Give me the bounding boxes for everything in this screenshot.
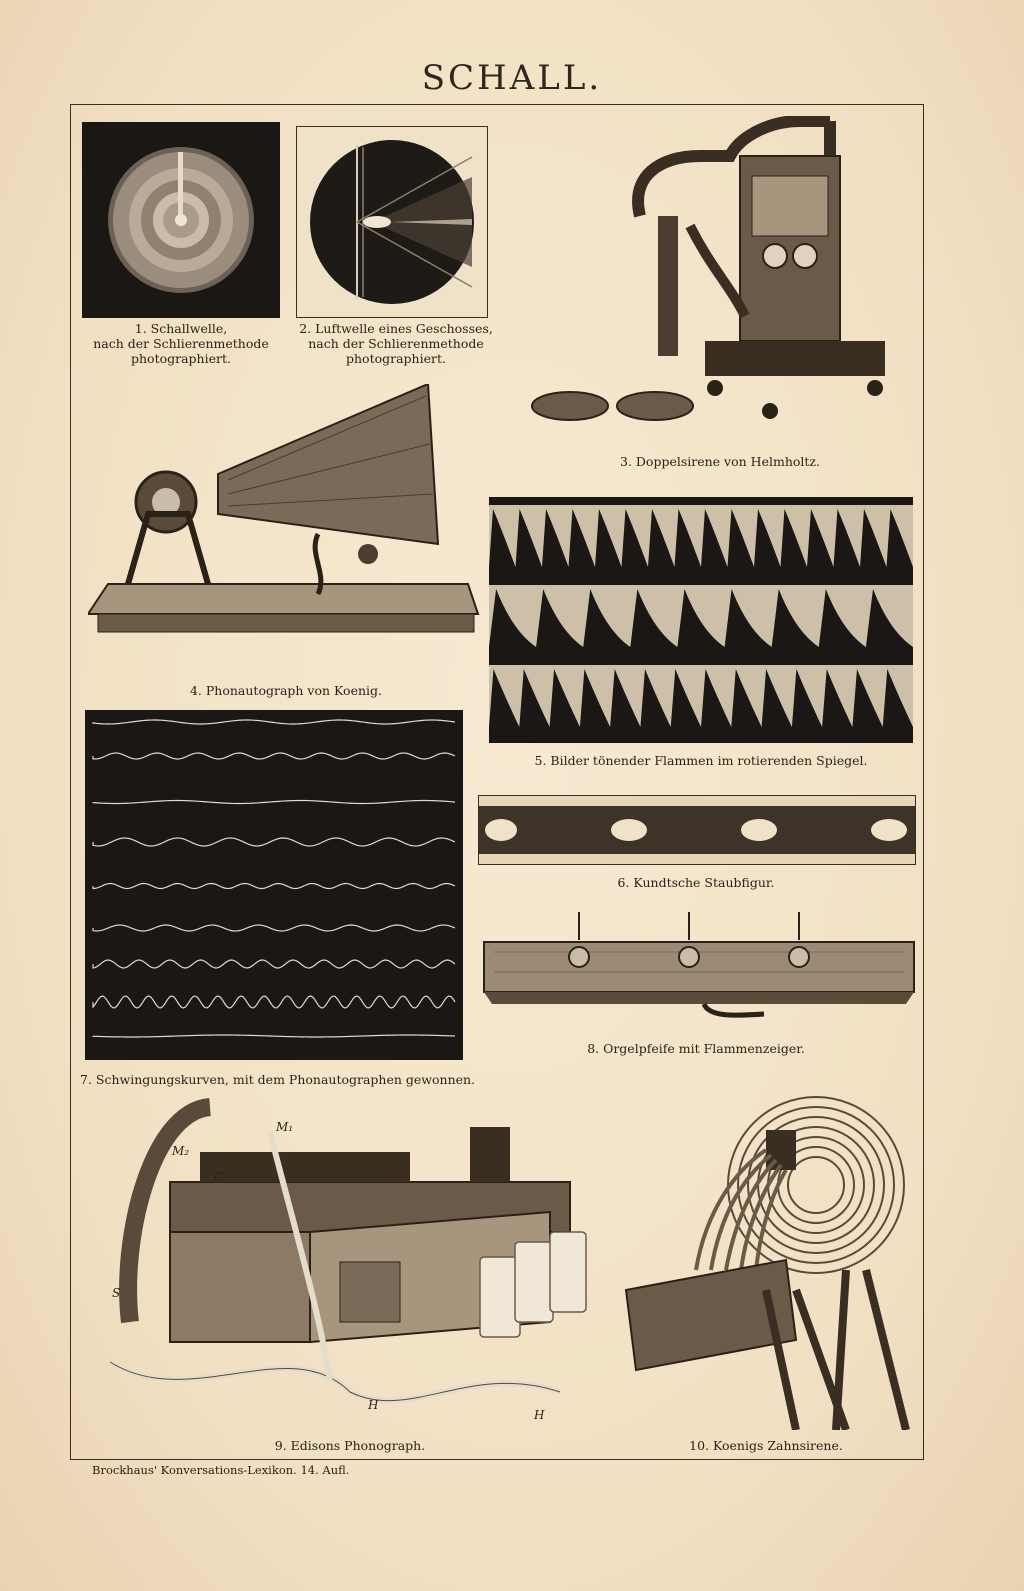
vibration-curve bbox=[93, 1035, 455, 1037]
figure-9-label-c: C bbox=[214, 1170, 224, 1184]
page-title: SCHALL. bbox=[421, 58, 603, 98]
vibration-curve bbox=[93, 720, 455, 724]
figure-3-image bbox=[530, 116, 910, 442]
figure-3-caption: 3. Doppelsirene von Helmholtz. bbox=[620, 454, 820, 469]
figure-9-label-s: S bbox=[112, 1286, 121, 1300]
vibration-curve bbox=[93, 925, 455, 931]
vibration-curve bbox=[93, 801, 455, 804]
figure-1-caption bbox=[66, 321, 296, 366]
figure-5-caption: 5. Bilder tönender Flammen im rotierenden Spiegel. bbox=[534, 753, 868, 768]
figure-9-label-m2: M₂ bbox=[172, 1144, 190, 1158]
figure-9-label-h2: H bbox=[534, 1408, 545, 1422]
figure-1-caption-line: 1. Schallwelle, bbox=[134, 321, 228, 336]
figure-1-caption-line: nach der Schlierenmethode bbox=[93, 336, 269, 351]
figure-5-image bbox=[489, 497, 913, 743]
figure-1-image bbox=[82, 122, 280, 318]
figure-6-caption: 6. Kundtsche Staubfigur. bbox=[617, 875, 775, 890]
figure-1-caption-line: photographiert. bbox=[131, 351, 231, 366]
figure-10-image bbox=[616, 1090, 916, 1430]
figure-7-image bbox=[85, 710, 463, 1060]
figure-7-caption: 7. Schwingungskurven, mit dem Phonautographen gewonnen. bbox=[80, 1072, 476, 1087]
publication-source: Brockhaus' Konversations-Lexikon. 14. Aufl. bbox=[92, 1463, 350, 1477]
figure-10-caption: 10. Koenigs Zahnsirene. bbox=[689, 1438, 843, 1453]
figure-2-caption-line: 2. Luftwelle eines Geschosses, bbox=[299, 321, 493, 336]
figure-9-label-h1: H bbox=[368, 1398, 379, 1412]
figure-9-label-m1: M₁ bbox=[276, 1120, 294, 1134]
figure-8-image bbox=[474, 912, 918, 1022]
figure-8-caption: 8. Orgelpfeife mit Flammenzeiger. bbox=[587, 1041, 805, 1056]
vibration-curve bbox=[93, 884, 455, 889]
figure-4-caption: 4. Phonautograph von Koenig. bbox=[189, 683, 382, 698]
figure-2-caption-line: nach der Schlierenmethode bbox=[308, 336, 484, 351]
figure-9-image bbox=[90, 1092, 610, 1430]
vibration-curve bbox=[93, 838, 455, 846]
vibration-curve bbox=[93, 960, 455, 968]
figure-2-caption bbox=[278, 321, 514, 366]
figure-2-image bbox=[296, 126, 488, 318]
vibration-curve bbox=[93, 996, 455, 1008]
figure-6-image bbox=[478, 795, 916, 865]
figure-4-image bbox=[88, 384, 484, 674]
figure-9-caption: 9. Edisons Phonograph. bbox=[274, 1438, 426, 1453]
figure-2-caption-line: photographiert. bbox=[346, 351, 446, 366]
vibration-curve bbox=[93, 753, 455, 759]
